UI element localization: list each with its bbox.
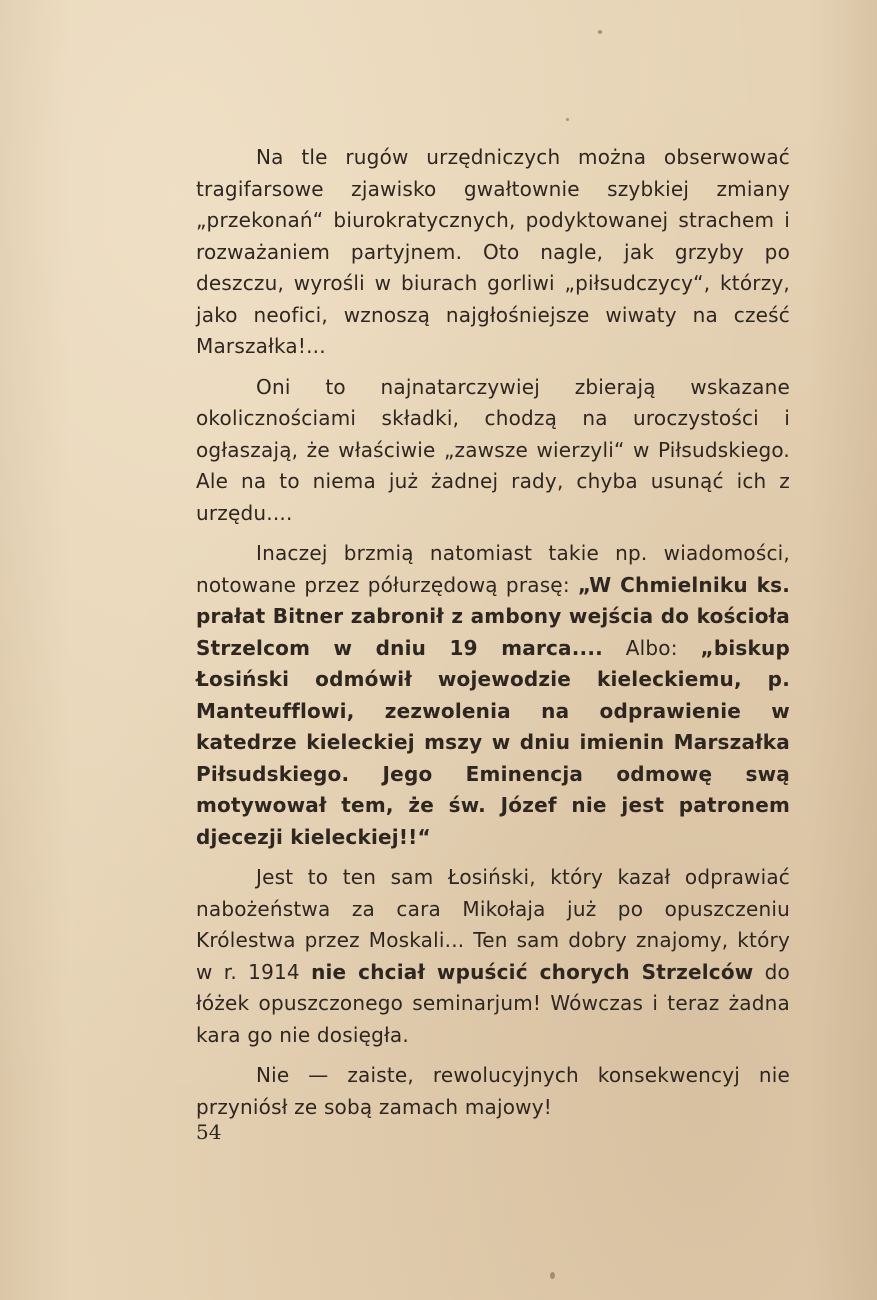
paragraph (196, 372, 790, 530)
bold-text-run: „biskup Łosiński odmówił wojewodzie kieleckiemu, p. Manteufflowi, zezwolenia na odprawienie w katedrze kieleckiej mszy w dniu imienin Marszałka Piłsudskiego. Jego Eminencja odmowę swą motywował tem, że św. Józef nie jest patronem djecezji kieleckiej!!“ (196, 635, 790, 849)
paper-speck (566, 118, 569, 121)
bold-text-run: „W Chmielniku ks. prałat Bitner zabronił z ambony wejścia do kościoła Strzelcom w dniu 19 marca.... (196, 572, 790, 660)
bold-text-run: nie chciał wpuścić chorych Strzelców (311, 959, 754, 984)
text-run: Nie — zaiste, rewolucyjnych konsekwencyj nie przyniósł ze sobą zamach majowy! (196, 1063, 790, 1119)
paper-speck (550, 1272, 555, 1279)
page-number: 54 (196, 1120, 222, 1144)
paper-speck (598, 30, 602, 34)
paragraph (196, 142, 790, 363)
body-text (196, 142, 790, 1132)
text-run: Inaczej brzmią natomiast takie np. wiadomości, notowane przez półurzędową prasę: (196, 541, 790, 597)
text-run: Jest to ten sam Łosiński, który kazał odprawiać nabożeństwa za cara Mikołaja już po opuszczeniu Królestwa przez Moskali... Ten sam dobry znajomy, który w r. 1914 (196, 865, 790, 984)
text-run: Oni to najnatarczywiej zbierają wskazane okolicznościami składki, chodzą na uroczystości i ogłaszają, że właściwie „zawsze wierzyli“ w Piłsudskiego. Ale na to niema już żadnej rady, chyba usunąć ich z urzędu.... (196, 374, 790, 525)
paragraph (196, 862, 790, 1051)
text-run: do łóżek opuszczonego seminarjum! Wówczas i teraz żadna kara go nie dosięgła. (196, 959, 790, 1047)
paragraph (196, 538, 790, 853)
paragraph (196, 1060, 790, 1123)
text-run: Na tle rugów urzędniczych można obserwować tragifarsowe zjawisko gwałtownie szybkiej zmiany „przekonań“ biurokratycznych, podyktowanej strachem i rozważaniem partyjnem. Oto nagle, jak grzyby po deszczu, wyrośli w biurach gorliwi „piłsudczycy“, którzy, jako neofici, wznoszą najgłośniejsze wiwaty na cześć Marszałka!... (196, 145, 790, 358)
text-run: Albo: (602, 635, 701, 660)
